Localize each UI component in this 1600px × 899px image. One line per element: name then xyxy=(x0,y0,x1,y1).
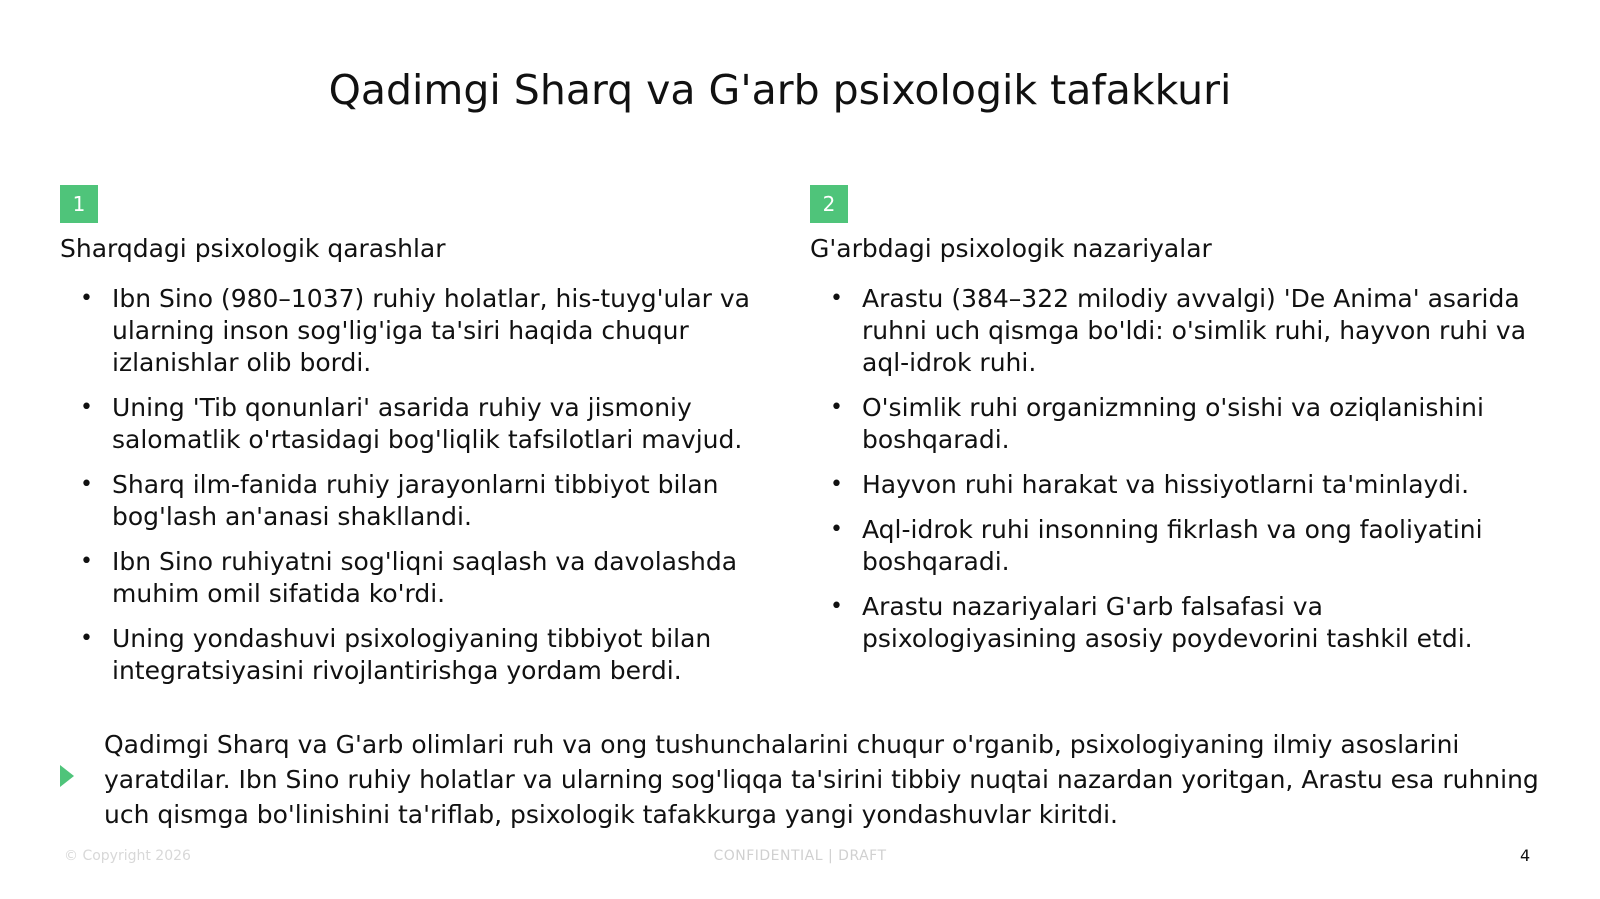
left-column xyxy=(60,185,760,700)
list-item-text: Arastu (384–322 milodiy avvalgi) 'De Anima' asarida ruhni uch qismga bo'ldi: o'simlik ruhi, hayvon ruhi va aql-idrok ruhi. xyxy=(862,284,1527,377)
right-column xyxy=(810,185,1530,668)
list-item-text: Sharq ilm-fanida ruhiy jarayonlarni tibbiyot bilan bog'lash an'anasi shakllandi. xyxy=(112,470,719,531)
bullet-icon: • xyxy=(830,395,843,420)
footer-copyright: © Copyright 2026 xyxy=(64,848,191,864)
list-item xyxy=(830,469,1530,501)
bullet-icon: • xyxy=(830,286,843,311)
bullet-icon: • xyxy=(80,472,93,497)
list-item-text: O'simlik ruhi organizmning o'sishi va oziqlanishini boshqaradi. xyxy=(862,393,1484,454)
list-item-text: Ibn Sino ruhiyatni sog'liqni saqlash va davolashda muhim omil sifatida ko'rdi. xyxy=(112,547,738,608)
bullet-icon: • xyxy=(830,594,843,619)
bullet-icon: • xyxy=(80,395,93,420)
summary-block xyxy=(60,727,1550,832)
section-number-badge: 1 xyxy=(60,185,98,223)
bullet-icon: • xyxy=(80,549,93,574)
bullet-icon: • xyxy=(830,517,843,542)
list-item xyxy=(830,591,1530,655)
list-item-text: Hayvon ruhi harakat va hissiyotlarni ta'minlaydi. xyxy=(862,470,1470,499)
list-item xyxy=(80,283,760,379)
list-item xyxy=(80,546,760,610)
list-item-text: Arastu nazariyalari G'arb falsafasi va psixologiyasining asosiy poydevorini tashkil etdi. xyxy=(862,592,1473,653)
footer-confidential-label: CONFIDENTIAL | DRAFT xyxy=(713,848,887,864)
page-number: 4 xyxy=(1520,846,1531,865)
list-item-text: Uning yondashuvi psixologiyaning tibbiyot bilan integratsiyasini rivojlantirishga yordam berdi. xyxy=(112,624,712,685)
left-bullet-list xyxy=(60,283,760,687)
left-column-heading: Sharqdagi psixologik qarashlar xyxy=(60,234,446,263)
triangle-arrow-icon xyxy=(60,765,74,787)
list-item-text: Ibn Sino (980–1037) ruhiy holatlar, his-tuyg'ular va ularning inson sog'lig'iga ta'siri haqida chuqur izlanishlar olib bordi. xyxy=(112,284,751,377)
bullet-icon: • xyxy=(80,286,93,311)
right-bullet-list xyxy=(810,283,1530,655)
list-item xyxy=(830,514,1530,578)
list-item xyxy=(80,392,760,456)
list-item-text: Uning 'Tib qonunlari' asarida ruhiy va jismoniy salomatlik o'rtasidagi bog'liqlik tafsilotlari mavjud. xyxy=(112,393,743,454)
right-column-heading: G'arbdagi psixologik nazariyalar xyxy=(810,234,1212,263)
list-item-text: Aql-idrok ruhi insonning fikrlash va ong faoliyatini boshqaradi. xyxy=(862,515,1483,576)
list-item xyxy=(80,469,760,533)
summary-text: Qadimgi Sharq va G'arb olimlari ruh va ong tushunchalarini chuqur o'rganib, psixologiyaning ilmiy asoslarini yaratdilar. Ibn Sino ruhiy holatlar va ularning sog'liqqa ta'sirini tibbiy nuqtai nazardan yoritgan, Arastu esa ruhning uch qismga bo'linishini ta'riflab, psixologik tafakkurga yangi yondashuvlar kiritdi. xyxy=(104,730,1539,829)
slide-title: Qadimgi Sharq va G'arb psixologik tafakkuri xyxy=(328,66,1232,114)
list-item xyxy=(80,623,760,687)
list-item xyxy=(830,283,1530,379)
section-number-badge: 2 xyxy=(810,185,848,223)
bullet-icon: • xyxy=(80,626,93,651)
list-item xyxy=(830,392,1530,456)
bullet-icon: • xyxy=(830,472,843,497)
